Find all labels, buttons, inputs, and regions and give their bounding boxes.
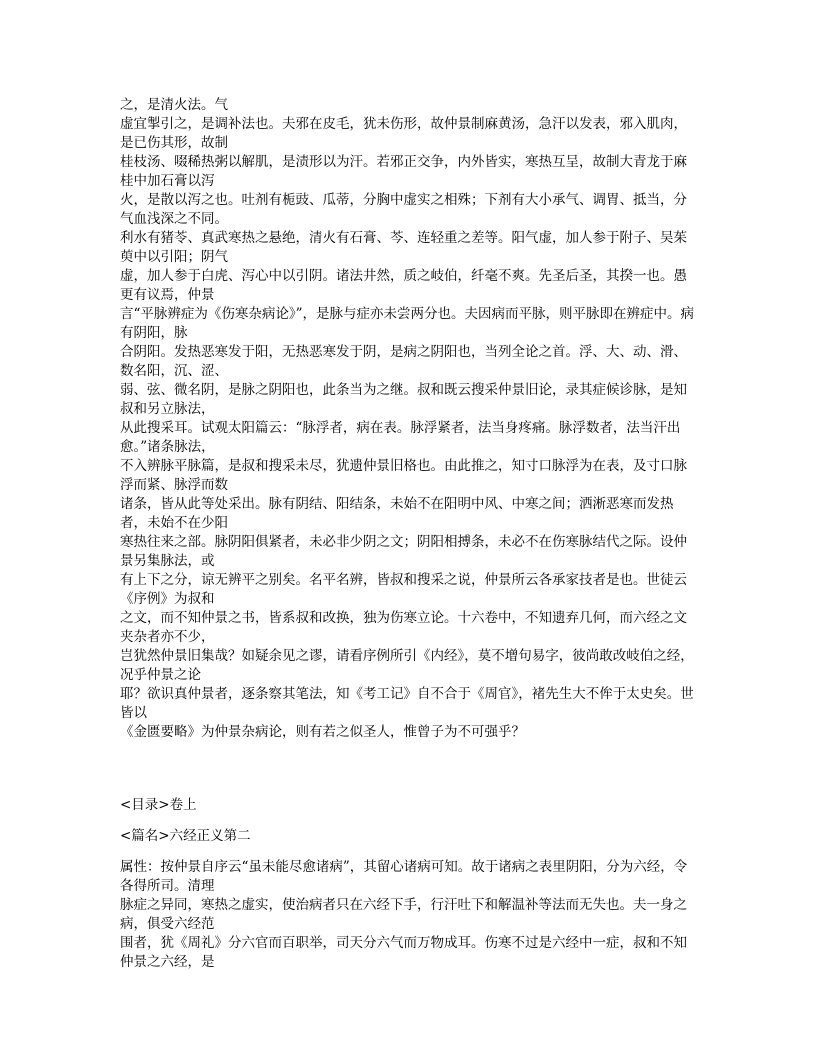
text-line: 岂犹然仲景旧集哉？如疑余见之谬，请看序例所引《内经》，莫不增句易字，彼尚敢改岐伯之经，况乎仲景之论 [120,648,694,683]
document-page [120,96,700,972]
text-line: 之文，而不知仲景之书，皆系叔和改换，独为伤寒立论。十六卷中，不知遗弃几何，而六经之文夹杂者亦不少， [120,610,687,645]
text-line: 火，是散以泻之也。吐剂有栀豉、瓜蒂，分胸中虚实之相殊；下剂有大小承气、调胃、抵当，分气血浅深之不同。 [120,192,687,227]
text-line: 不入辨脉平脉篇，是叔和搜采未尽，犹遗仲景旧格也。由此推之，知寸口脉浮为在表，及寸口脉浮而紧、脉浮而数 [120,458,687,493]
text-line: 有上下之分，谅无辨平之别矣。名平名辨，皆叔和搜采之说，仲景所云各承家技者是也。世徒云《序例》为叔和 [120,572,687,607]
text-line: 虚，加人参于白虎、泻心中以引阴。诸法井然，质之岐伯，纤毫不爽。先圣后圣，其揆一也。愚更有议焉，仲景 [120,268,687,303]
text-line: 《金匮要略》为仲景杂病论，则有若之似圣人，惟曾子为不可强乎？ [120,724,525,740]
section-spacer [120,742,700,796]
chapter-body [120,858,700,972]
text-line: 从此搜采耳。试观太阳篇云：“脉浮者，病在表。脉浮紧者，法当身疼痛。脉浮数者，法当汗出愈。”诸条脉法， [120,420,681,455]
text-line: 虚宜掣引之，是调补法也。夫邪在皮毛，犹未伤形，故仲景制麻黄汤，急汗以发表，邪入肌肉，是已伤其形，故制 [120,116,687,151]
text-line: 桂枝汤、啜稀热粥以解肌，是渍形以为汗。若邪正交争，内外皆实，寒热互呈，故制大青龙于麻桂中加石膏以泻 [120,154,687,189]
text-line: 合阴阳。发热恶寒发于阳，无热恶寒发于阴，是病之阴阳也，当列全论之首。浮、大、动、滑、数名阳，沉、涩、 [120,344,687,379]
chapter-heading: <篇名>六经正义第二 [120,828,251,844]
text-line: 脉症之异同，寒热之虚实，使治病者只在六经下手，行汗吐下和解温补等法而无失也。夫一身之病，俱受六经范 [120,897,687,932]
text-line: 弱、弦、微名阴，是脉之阴阳也，此条当为之继。叔和既云搜采仲景旧论，录其症候诊脉，是知叔和另立脉法， [120,382,687,417]
catalog-heading: <目录>卷上 [120,797,197,813]
text-line: 耶？欲识真仲景者，逐条察其笔法，知《考工记》自不合于《周官》，褚先生大不侔于太史矣。世皆以 [120,686,694,721]
heading-spacer [120,815,700,827]
preface-section [120,96,700,742]
text-line: 诸条，皆从此等处采出。脉有阴结、阳结条，未始不在阳明中风、中寒之间；洒淅恶寒而发热者，未始不在少阳 [120,496,674,531]
text-line: 属性：按仲景自序云“虽未能尽愈诸病”，其留心诸病可知。故于诸病之表里阴阳，分为六经，令各得所司。清理 [120,859,688,894]
text-line: 之，是清火法。气 [120,97,228,113]
text-line: 言“平脉辨症为《伤寒杂病论》”，是脉与症亦未尝两分也。夫因病而平脉，则平脉即在辨症中。病有阴阳，脉 [120,306,695,341]
text-line: 寒热往来之部。脉阴阳俱紧者，未必非少阴之文；阴阳相搏条，未必不在伤寒脉结代之际。设仲景另集脉法，或 [120,534,687,569]
heading-spacer [120,846,700,858]
text-line: 利水有猪苓、真武寒热之悬绝，清火有石膏、芩、连轻重之差等。阳气虚，加人参于附子、吴茱萸中以引阳；阴气 [120,230,687,265]
text-line: 围者，犹《周礼》分六官而百职举，司天分六气而万物成耳。伤寒不过是六经中一症，叔和不知仲景之六经，是 [120,935,687,970]
